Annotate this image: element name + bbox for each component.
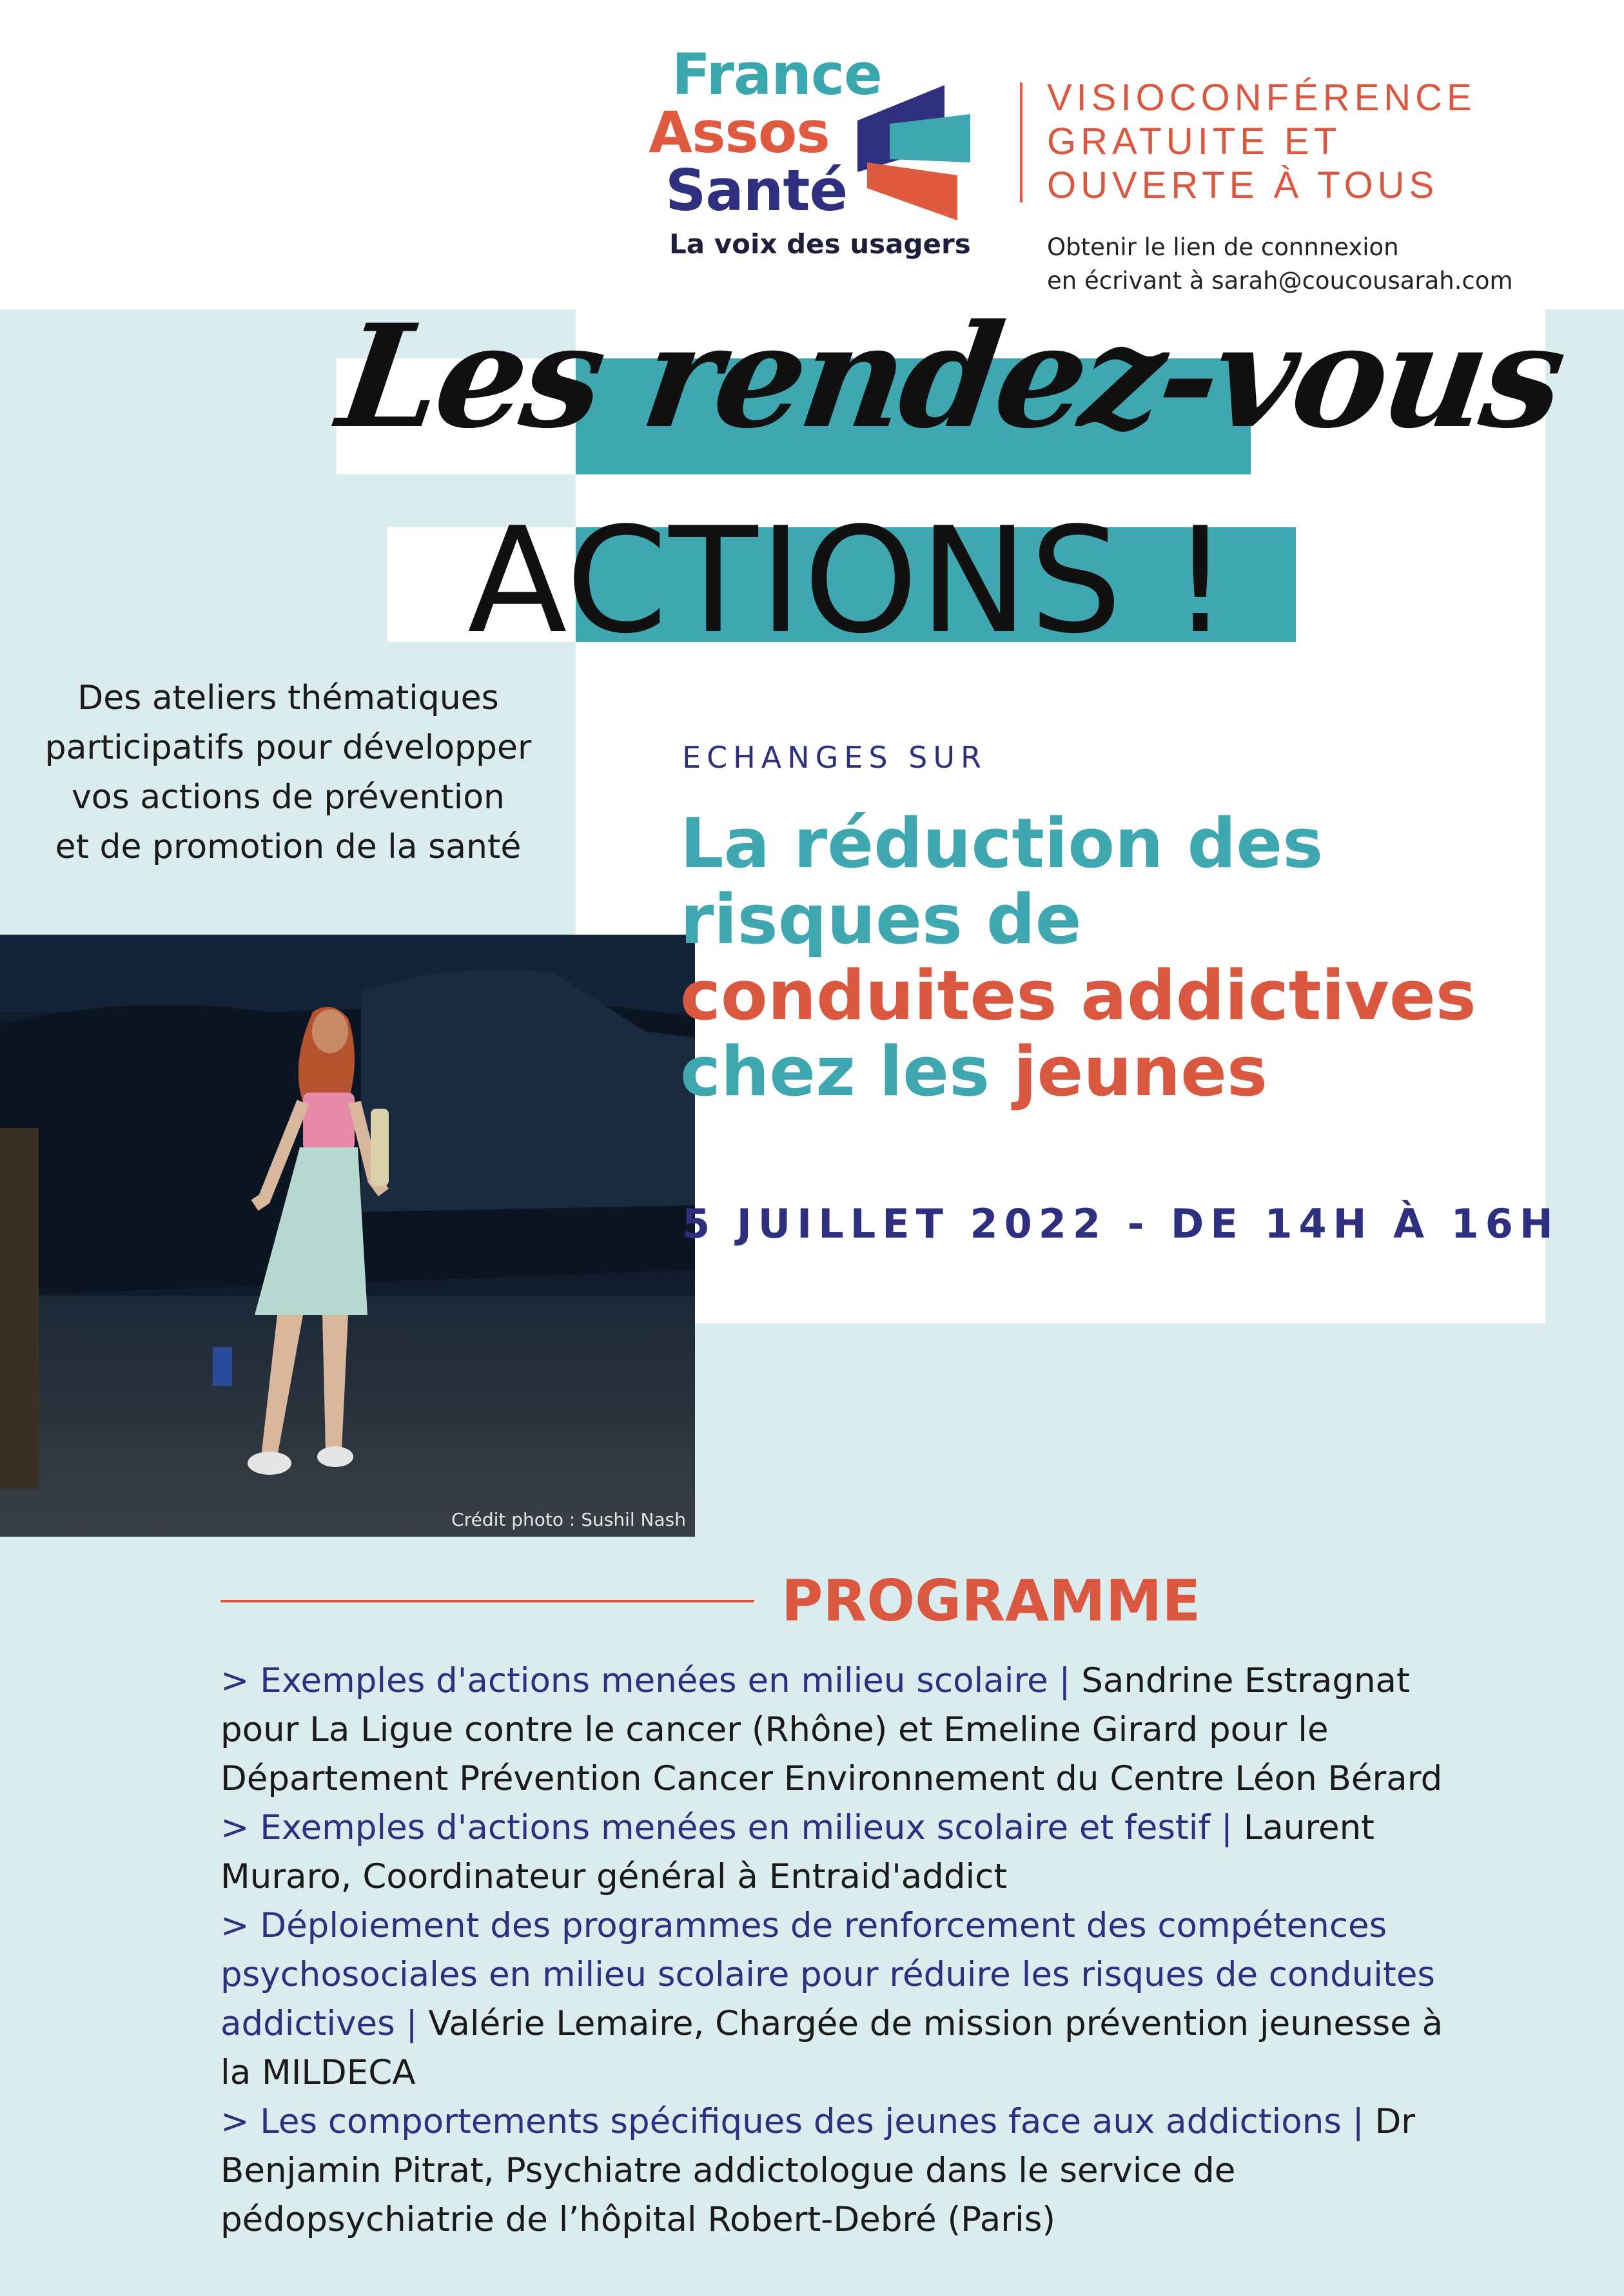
programme-item-speakers: Dr Benjamin Pitrat, Psychiatre addictologue dans le service de pédopsychiatrie de l’hôpital Robert-Debré (Paris) [220,2102,1416,2239]
intro-line: et de promotion de la santé [55,828,522,866]
topic-line-3: conduites addictives [680,956,1476,1035]
france-assos-sante-logo [645,40,1006,272]
contact-info [1047,231,1513,298]
contact-email-line[interactable]: en écrivant à sarah@coucousarah.com [1047,267,1513,295]
programme-item-speakers: Laurent Muraro, Coordinateur général à Entraid'addict [220,1808,1375,1896]
title-actions: ACTIONS ! [467,496,1231,666]
topic-line-1: La réduction des [680,804,1324,883]
logo-speech-bubbles-icon [851,85,980,220]
header-divider [1020,83,1022,202]
photo-credit: Crédit photo : Sushil Nash [451,1509,686,1530]
contact-line-1: Obtenir le lien de connnexion [1047,233,1399,261]
intro-line: participatifs pour développer [44,728,532,767]
visio-line-2: GRATUITE ET [1047,121,1342,162]
programme-item-speakers: Valérie Lemaire, Chargée de mission prévention jeunesse à la MILDECA [220,2004,1443,2092]
programme-rule [220,1600,754,1602]
programme-item-topic: > Exemples d'actions menées en milieux scolaire et festif | [220,1808,1233,1847]
event-date: 5 JUILLET 2022 - DE 14H À 16H [682,1200,1560,1247]
topic-heading [680,806,1531,1110]
topic-line-4a: chez les [680,1032,1014,1111]
programme-item-topic: > Déploiement des programmes de renforcement des compétences psychosociales en milieu scolaire pour réduire les risques de conduites addictives | [220,1906,1436,2043]
programme-item-topic: > Les comportements spécifiques des jeunes face aux addictions | [220,2102,1364,2141]
programme-list [220,1657,1471,2244]
title-rendez-vous: rendez-vous [633,293,1572,460]
logo-line-france: France [672,41,882,108]
intro-text [19,674,557,872]
photo-illustration [0,935,695,1537]
programme-item [220,2097,1471,2244]
topic-line-4b: jeunes [1013,1032,1268,1111]
programme-item [220,1657,1471,1804]
topic-line-2: risques de [680,880,1082,959]
topic-kicker: ECHANGES SUR [682,740,988,775]
logo-tagline: La voix des usagers [669,228,971,260]
programme-item [220,1804,1471,1902]
visio-line-3: OUVERTE À TOUS [1047,164,1439,206]
programme-item-topic: > Exemples d'actions menées en milieu scolaire | [220,1661,1071,1700]
programme-item [220,1902,1471,2097]
script-title [329,293,1572,460]
programme-title: PROGRAMME [781,1568,1201,1634]
title-les: Les [329,293,612,460]
logo-line-sante: Santé [665,157,848,224]
visio-notice [1047,76,1476,208]
programme-item-speakers: Sandrine Estragnat pour La Ligue contre le cancer (Rhône) et Emeline Girard pour le Département Prévention Cancer Environnement du Centre Léon Bérard [220,1661,1443,1798]
visio-line-1: VISIOCONFÉRENCE [1047,77,1476,119]
logo-line-assos: Assos [649,99,830,166]
intro-line: Des ateliers thématiques [77,679,499,717]
intro-line: vos actions de prévention [72,778,505,817]
event-photo [0,935,695,1537]
